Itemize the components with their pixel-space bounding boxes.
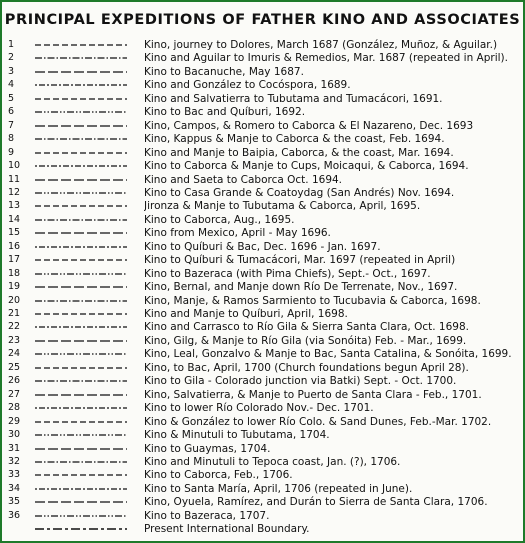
legend-title: PRINCIPAL EXPEDITIONS OF FATHER KINO AND ASSOCIATES (4, 12, 521, 28)
legend-row-description: Kino to Caborca, Feb., 1706. (144, 469, 293, 482)
legend-row-number: 8 (8, 133, 15, 145)
legend-row-description: Kino to Quíburi & Tumacácori, Mar. 1697 (repeated in April) (144, 254, 456, 267)
route-line-symbol (35, 163, 127, 169)
route-line-symbol (35, 69, 127, 75)
legend-row (2, 442, 523, 456)
legend-row-description: Kino, Gilg, & Manje to Río Gila (via Sonóita) Feb. - Mar., 1699. (144, 334, 467, 347)
route-line-symbol (35, 526, 127, 532)
legend-row (2, 119, 523, 133)
legend-row (2, 51, 523, 65)
legend-row (2, 455, 523, 469)
route-line-symbol (35, 365, 127, 371)
legend-row (2, 132, 523, 146)
legend-row-description: Kino to Gila - Colorado junction via Batki) Sept. - Oct. 1700. (144, 375, 457, 388)
legend-row-description: Kino to Bacanuche, May 1687. (144, 65, 304, 78)
route-line-symbol (35, 257, 127, 263)
route-line-symbol (35, 109, 127, 115)
route-line-symbol (35, 217, 127, 223)
legend-row-number: 2 (8, 52, 15, 64)
route-line-symbol (35, 446, 127, 452)
route-line-symbol (35, 459, 127, 465)
legend-row (2, 173, 523, 187)
legend-row-description: Kino from Mexico, April - May 1696. (144, 227, 331, 240)
route-line-symbol (35, 244, 127, 250)
legend-row-description: Kino and Salvatierra to Tubutama and Tumacácori, 1691. (144, 92, 443, 105)
legend-row (2, 401, 523, 415)
legend-row (2, 307, 523, 321)
legend-row-number: 25 (8, 361, 21, 373)
legend-row (2, 468, 523, 482)
legend-row (2, 92, 523, 106)
legend-row-description: Kino, Leal, Gonzalvo & Manje to Bac, Santa Catalina, & Sonóita, 1699. (144, 348, 512, 361)
legend-row-number: 27 (8, 388, 21, 400)
route-line-symbol (35, 177, 127, 183)
route-line-symbol (35, 513, 127, 519)
legend-row (2, 78, 523, 92)
route-line-symbol (35, 351, 127, 357)
legend-row-number: 29 (8, 415, 21, 427)
legend-row-description: Kino to Bac and Quíburi, 1692. (144, 106, 306, 119)
legend-row-description: Kino to lower Río Colorado Nov.- Dec. 1701. (144, 402, 374, 415)
route-line-symbol (35, 298, 127, 304)
legend-row-description: Kino and Aguilar to Imuris & Remedios, Mar. 1687 (repeated in April). (144, 52, 508, 65)
legend-row-description: Kino to Santa María, April, 1706 (repeated in June). (144, 482, 413, 495)
legend-row-number: 4 (8, 79, 15, 91)
legend-row-description: Kino, Oyuela, Ramírez, and Durán to Sierra de Santa Clara, 1706. (144, 496, 488, 509)
legend-row (2, 320, 523, 334)
route-line-symbol (35, 271, 127, 277)
route-line-symbol (35, 284, 127, 290)
route-line-symbol (35, 230, 127, 236)
route-line-symbol (35, 378, 127, 384)
legend-row-description: Kino, Bernal, and Manje down Río De Terrenate, Nov., 1697. (144, 281, 458, 294)
legend-row-description: Kino, journey to Dolores, March 1687 (González, Muñoz, & Aguilar.) (144, 39, 498, 51)
route-line-symbol (35, 96, 127, 102)
legend-row-description: Kino to Quíburi & Bac, Dec. 1696 - Jan. 1697. (144, 240, 381, 253)
legend-row-number: 13 (8, 200, 21, 212)
legend-row (2, 334, 523, 348)
legend-row (2, 294, 523, 308)
legend-row (2, 482, 523, 496)
route-line-symbol (35, 311, 127, 317)
legend-row-number: 6 (8, 106, 15, 118)
legend-row (2, 495, 523, 509)
route-line-symbol (35, 123, 127, 129)
legend-row-number: 31 (8, 442, 21, 454)
route-line-symbol (35, 82, 127, 88)
legend-row (2, 65, 523, 79)
legend-row-number: 28 (8, 402, 21, 414)
legend-row (2, 213, 523, 227)
legend-row-description: Kino, to Bac, April, 1700 (Church foundations begun April 28). (144, 361, 469, 374)
legend-row-description: Kino and González to Cocóspora, 1689. (144, 79, 351, 92)
route-line-symbol (35, 150, 127, 156)
route-line-symbol (35, 486, 127, 492)
legend-row (2, 522, 523, 536)
legend-row-description: Kino & Minutuli to Tubutama, 1704. (144, 429, 330, 442)
legend-row-number: 23 (8, 334, 21, 346)
legend-row-description: Kino and Manje to Baipia, Caborca, & the coast, Mar. 1694. (144, 146, 454, 159)
legend-row-description: Kino, Manje, & Ramos Sarmiento to Tucubavia & Caborca, 1698. (144, 294, 481, 307)
legend-row-number: 12 (8, 186, 21, 198)
legend-row-number: 17 (8, 254, 21, 266)
legend-row (2, 105, 523, 119)
route-line-symbol (35, 190, 127, 196)
legend-row (2, 226, 523, 240)
legend-row-description: Jironza & Manje to Tubutama & Caborca, April, 1695. (144, 200, 421, 213)
route-line-symbol (35, 136, 127, 142)
legend-row (2, 199, 523, 213)
legend-row (2, 415, 523, 429)
legend-row-number: 5 (8, 92, 15, 104)
route-line-symbol (35, 499, 127, 505)
legend-row-description: Kino and Carrasco to Río Gila & Sierra Santa Clara, Oct. 1698. (144, 321, 469, 334)
legend-row-number: 20 (8, 294, 21, 306)
legend-row (2, 388, 523, 402)
legend-row (2, 267, 523, 281)
legend-row (2, 159, 523, 173)
legend-row (2, 240, 523, 254)
route-line-symbol (35, 405, 127, 411)
legend-row (2, 361, 523, 375)
legend-row-number: 19 (8, 281, 21, 293)
legend-row-description: Kino and Saeta to Caborca Oct. 1694. (144, 173, 343, 186)
route-line-symbol (35, 392, 127, 398)
route-line-symbol (35, 472, 127, 478)
route-line-symbol (35, 55, 127, 61)
legend-row-number: 14 (8, 213, 21, 225)
legend-row (2, 347, 523, 361)
legend-row-number: 22 (8, 321, 21, 333)
legend-row-description: Kino to Guaymas, 1704. (144, 442, 271, 455)
legend-row-number: 32 (8, 455, 21, 467)
legend-row (2, 374, 523, 388)
legend-row-description: Kino to Caborca & Manje to Cups, Moicaqui, & Caborca, 1694. (144, 160, 469, 173)
legend-row-number: 11 (8, 173, 21, 185)
legend-row (2, 509, 523, 523)
legend-row-description: Kino and Manje to Quíburi, April, 1698. (144, 308, 348, 320)
legend-row-description: Kino to Casa Grande & Coatoydag (San Andrés) Nov. 1694. (144, 186, 455, 199)
route-line-symbol (35, 419, 127, 425)
legend-row-number: 10 (8, 160, 21, 172)
legend-row-number: 36 (8, 509, 21, 521)
legend-row-number: 30 (8, 429, 21, 441)
legend-row (2, 146, 523, 160)
legend-row-description: Kino to Bazeraca, 1707. (144, 509, 270, 522)
legend-row-number: 18 (8, 267, 21, 279)
legend-row (2, 186, 523, 200)
legend-row-description: Kino, Campos, & Romero to Caborca & El Nazareno, Dec. 1693 (144, 119, 474, 132)
legend-row-description: Kino, Salvatierra, & Manje to Puerto de Santa Clara - Feb., 1701. (144, 388, 482, 401)
legend-row-number: 9 (8, 146, 15, 158)
legend-row-description: Kino, Kappus & Manje to Caborca & the coast, Feb. 1694. (144, 133, 445, 146)
legend-row-number: 15 (8, 227, 21, 239)
legend-row-description: Present International Boundary. (144, 523, 310, 536)
route-line-symbol (35, 42, 127, 48)
legend-row-number: 16 (8, 240, 21, 252)
legend-row-description: Kino & González to lower Río Colo. & Sand Dunes, Feb.-Mar. 1702. (144, 415, 492, 428)
legend-row-number: 3 (8, 65, 15, 77)
legend-row-number: 1 (8, 39, 15, 50)
legend-row-number: 35 (8, 496, 21, 508)
legend-row (2, 280, 523, 294)
legend-row-number: 24 (8, 348, 21, 360)
route-line-symbol (35, 203, 127, 209)
legend-row (2, 38, 523, 52)
route-line-symbol (35, 432, 127, 438)
route-line-symbol (35, 324, 127, 330)
legend-row (2, 428, 523, 442)
legend-row-description: Kino to Bazeraca (with Pima Chiefs), Sept.- Oct., 1697. (144, 267, 431, 280)
legend-row-description: Kino to Caborca, Aug., 1695. (144, 213, 295, 226)
legend-row-number: 33 (8, 469, 21, 481)
legend-row (2, 253, 523, 267)
legend-row-description: Kino and Minutuli to Tepoca coast, Jan. (?), 1706. (144, 455, 401, 468)
route-line-symbol (35, 338, 127, 344)
legend-row-number: 21 (8, 308, 21, 319)
legend-row-number: 7 (8, 119, 15, 131)
legend-row-number: 34 (8, 482, 21, 494)
legend-row-number: 26 (8, 375, 21, 387)
